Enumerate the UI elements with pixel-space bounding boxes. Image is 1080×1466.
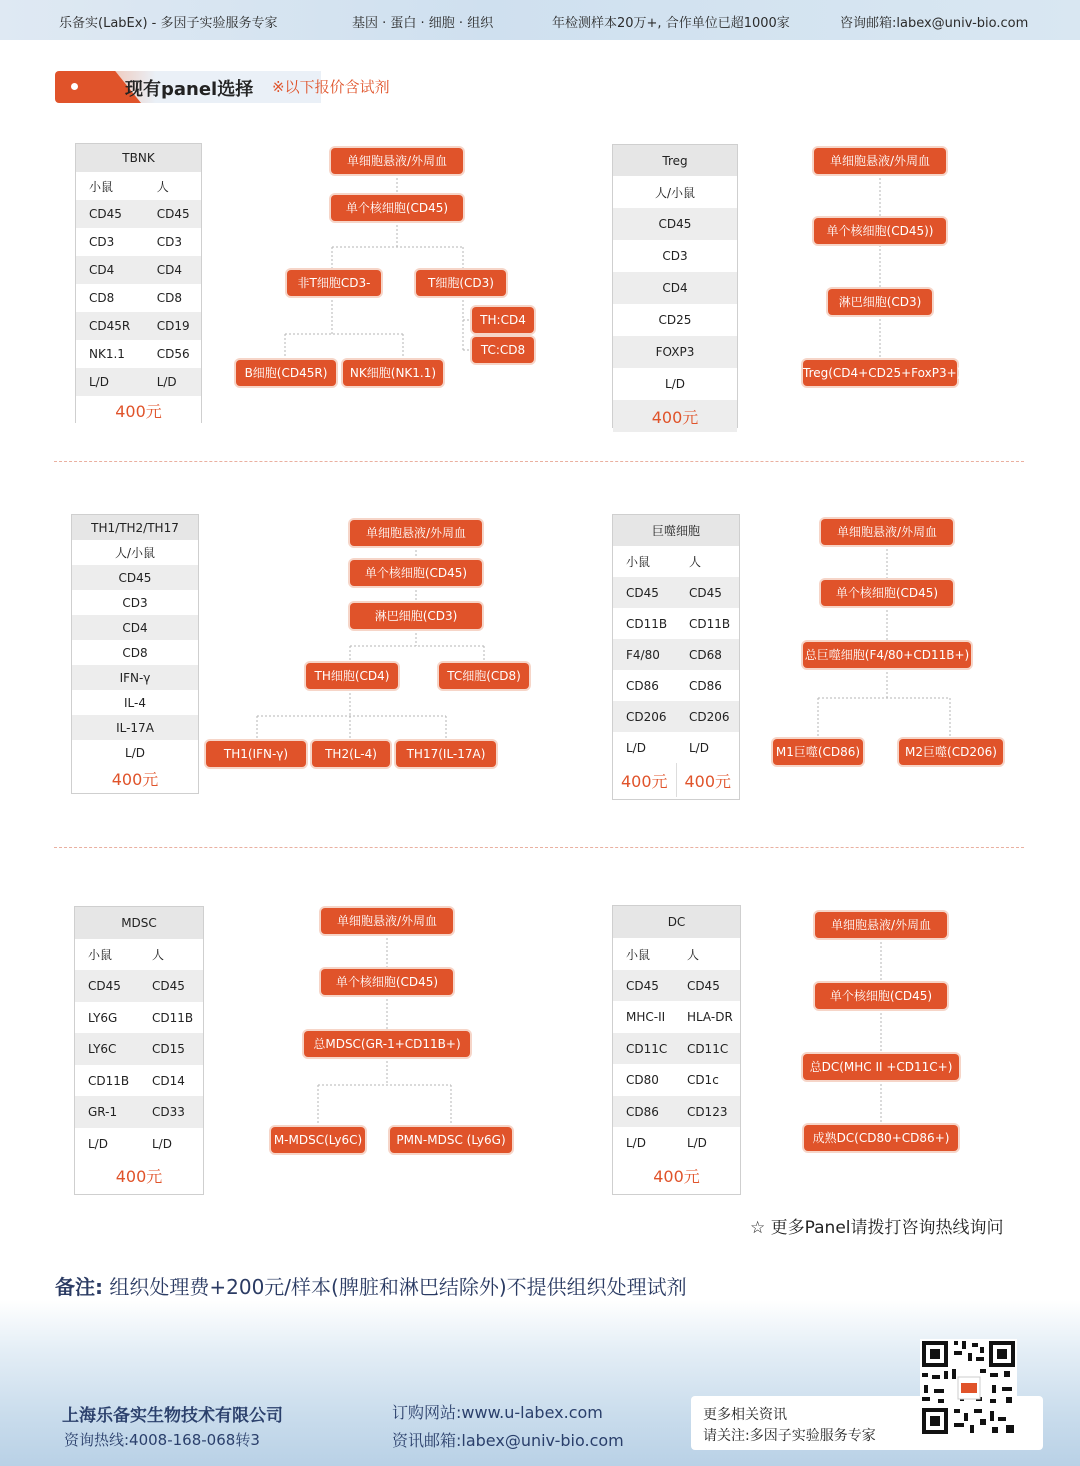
table-cell: FOXP3 bbox=[613, 336, 737, 368]
company-name: 上海乐备实生物技术有限公司 bbox=[62, 1406, 283, 1426]
section-note: ※以下报价含试剂 bbox=[272, 78, 390, 96]
table-cell: CD3 bbox=[144, 228, 201, 256]
table-cell: CD11B bbox=[75, 1065, 139, 1096]
table-cell: CD11B bbox=[676, 608, 739, 639]
service-categories: 基因 · 蛋白 · 细胞 · 组织 bbox=[352, 16, 494, 31]
flow-node-single-cell: 单细胞悬液/外周血 bbox=[331, 148, 463, 174]
section-divider bbox=[54, 461, 1024, 462]
flow-node-single-cell: 单细胞悬液/外周血 bbox=[815, 912, 947, 938]
table-cell: LY6C bbox=[75, 1033, 139, 1065]
table-cell: CD45R bbox=[76, 312, 144, 340]
table-cell: CD1c bbox=[674, 1064, 740, 1096]
table-cell: IFN-γ bbox=[72, 665, 198, 690]
section-title: 现有panel选择 bbox=[125, 79, 254, 100]
flow-node-pbmc: 单个核细胞(CD45) bbox=[821, 580, 953, 606]
species-mouse: 小鼠 bbox=[613, 938, 674, 970]
species-human: 人 bbox=[674, 938, 740, 970]
flow-node-treg: Treg(CD4+CD25+FoxP3+) bbox=[803, 360, 957, 386]
table-cell: CD14 bbox=[139, 1065, 203, 1096]
flow-node-single-cell: 单细胞悬液/外周血 bbox=[814, 148, 946, 174]
table-cell: IL-17A bbox=[72, 715, 198, 740]
flow-node-total-dc: 总DC(MHC II +CD11C+) bbox=[803, 1054, 959, 1080]
flow-node-m1: M1巨噬(CD86) bbox=[773, 739, 863, 765]
table-header: Treg bbox=[613, 145, 737, 176]
panel-table-dc bbox=[612, 905, 741, 1195]
info-email: 资讯邮箱:labex@univ-bio.com bbox=[392, 1431, 624, 1450]
price-label: 400元 bbox=[613, 763, 676, 797]
table-cell: L/D bbox=[613, 1127, 674, 1159]
table-cell: CD80 bbox=[613, 1064, 674, 1096]
remark-label: 备注: bbox=[55, 1275, 103, 1299]
flow-node-lymphocyte: 淋巴细胞(CD3) bbox=[828, 289, 932, 315]
table-cell: CD206 bbox=[676, 701, 739, 732]
flow-node-mature-dc: 成熟DC(CD80+CD86+) bbox=[804, 1125, 958, 1151]
flow-node-pbmc: 单个核细胞(CD45) bbox=[321, 969, 453, 995]
table-cell: MHC-II bbox=[613, 1001, 674, 1033]
flow-node-pbmc: 单个核细胞(CD45) bbox=[350, 560, 482, 586]
table-cell: L/D bbox=[72, 740, 198, 765]
price-label: 400元 bbox=[676, 763, 739, 797]
flow-node-t-cell: T细胞(CD3) bbox=[416, 270, 506, 296]
table-cell: CD45 bbox=[139, 970, 203, 1002]
species-mouse: 小鼠 bbox=[613, 546, 676, 577]
panel-table-treg bbox=[612, 144, 738, 428]
table-cell: CD86 bbox=[613, 670, 676, 701]
table-cell: F4/80 bbox=[613, 639, 676, 670]
table-cell: LY6G bbox=[75, 1002, 139, 1033]
contact-email: 咨询邮箱:labex@univ-bio.com bbox=[840, 16, 1029, 31]
table-cell: CD86 bbox=[613, 1096, 674, 1127]
section-divider bbox=[54, 847, 1024, 848]
table-cell: CD206 bbox=[613, 701, 676, 732]
flow-node-pmn-mdsc: PMN-MDSC (Ly6G) bbox=[390, 1127, 512, 1153]
flow-node-pbmc: 单个核细胞(CD45)) bbox=[814, 218, 946, 244]
flow-node-single-cell: 单细胞悬液/外周血 bbox=[821, 519, 953, 545]
table-cell: CD4 bbox=[76, 256, 144, 284]
flow-node-pbmc: 单个核细胞(CD45) bbox=[815, 983, 947, 1009]
table-cell: CD68 bbox=[676, 639, 739, 670]
flow-node-lymphocyte: 淋巴细胞(CD3) bbox=[350, 603, 482, 629]
table-cell: CD45 bbox=[144, 200, 201, 228]
table-cell: L/D bbox=[613, 732, 676, 763]
flow-node-th: TH:CD4 bbox=[472, 307, 534, 333]
table-header: TBNK bbox=[76, 144, 201, 172]
table-cell: CD33 bbox=[139, 1096, 203, 1128]
table-cell: CD45 bbox=[613, 577, 676, 608]
species-label: 人/小鼠 bbox=[72, 540, 198, 565]
hotline: 资询热线:4008-168-068转3 bbox=[64, 1431, 260, 1449]
table-header: DC bbox=[613, 906, 740, 938]
table-cell: IL-4 bbox=[72, 690, 198, 715]
follow-line1: 更多相关资讯 bbox=[703, 1407, 787, 1423]
top-banner bbox=[0, 0, 1080, 40]
more-panels-note: ☆ 更多Panel请拨打咨询热线询问 bbox=[750, 1218, 1004, 1238]
table-cell: CD45 bbox=[75, 970, 139, 1002]
panel-table-mdsc bbox=[74, 906, 204, 1195]
table-cell: HLA-DR bbox=[674, 1001, 740, 1033]
qr-code-icon[interactable] bbox=[920, 1339, 1017, 1436]
species-human: 人 bbox=[139, 939, 203, 970]
table-cell: CD8 bbox=[72, 640, 198, 665]
table-cell: CD3 bbox=[76, 228, 144, 256]
flow-node-single-cell: 单细胞悬液/外周血 bbox=[321, 908, 453, 934]
flow-node-th17: TH17(IL-17A) bbox=[396, 741, 496, 767]
flow-node-single-cell: 单细胞悬液/外周血 bbox=[350, 520, 482, 546]
remark-line bbox=[55, 1271, 687, 1300]
table-cell: CD19 bbox=[144, 312, 201, 340]
table-cell: CD4 bbox=[144, 256, 201, 284]
table-cell: CD123 bbox=[674, 1096, 740, 1127]
table-cell: CD25 bbox=[613, 304, 737, 336]
table-cell: L/D bbox=[613, 368, 737, 400]
price-label: 400元 bbox=[76, 396, 201, 424]
table-cell: CD11B bbox=[613, 608, 676, 639]
species-human: 人 bbox=[144, 172, 201, 200]
flow-node-total-macrophage: 总巨噬细胞(F4/80+CD11B+) bbox=[803, 642, 971, 668]
table-cell: CD3 bbox=[613, 240, 737, 272]
table-cell: CD15 bbox=[139, 1033, 203, 1065]
brand-tagline: 乐备实(LabEx) - 多因子实验服务专家 bbox=[59, 16, 278, 31]
flow-node-nk-cell: NK细胞(NK1.1) bbox=[343, 360, 443, 386]
table-cell: CD45 bbox=[613, 970, 674, 1001]
flow-node-pbmc: 单个核细胞(CD45) bbox=[331, 195, 463, 221]
table-header: TH1/TH2/TH17 bbox=[72, 515, 198, 540]
price-label: 400元 bbox=[613, 400, 737, 432]
flow-node-tc-cell: TC细胞(CD8) bbox=[439, 663, 529, 689]
price-label: 400元 bbox=[75, 1159, 203, 1192]
table-cell: L/D bbox=[676, 732, 739, 763]
table-cell: CD11C bbox=[674, 1033, 740, 1064]
order-website: 订购网站:www.u-labex.com bbox=[392, 1403, 603, 1422]
panel-table-th bbox=[71, 514, 199, 794]
table-cell: CD56 bbox=[144, 340, 201, 368]
species-label: 人/小鼠 bbox=[613, 176, 737, 208]
table-cell: CD86 bbox=[676, 670, 739, 701]
flow-node-th2: TH2(L-4) bbox=[312, 741, 390, 767]
species-mouse: 小鼠 bbox=[75, 939, 139, 970]
remark-text: 组织处理费+200元/样本(脾脏和淋巴结除外)不提供组织处理试剂 bbox=[103, 1275, 687, 1299]
table-cell: CD45 bbox=[72, 565, 198, 590]
table-cell: CD11C bbox=[613, 1033, 674, 1064]
flow-node-th-cell: TH细胞(CD4) bbox=[306, 663, 398, 689]
flow-node-m2: M2巨噬(CD206) bbox=[899, 739, 1003, 765]
table-cell: CD45 bbox=[613, 208, 737, 240]
footer bbox=[0, 1300, 1080, 1466]
flow-node-tc: TC:CD8 bbox=[472, 337, 534, 363]
flow-node-th1: TH1(IFN-γ) bbox=[206, 741, 306, 767]
table-cell: CD11B bbox=[139, 1002, 203, 1033]
flow-node-non-t: 非T细胞CD3- bbox=[287, 270, 381, 296]
species-human: 人 bbox=[676, 546, 739, 577]
table-cell: CD4 bbox=[613, 272, 737, 304]
table-header: MDSC bbox=[75, 907, 203, 939]
species-mouse: 小鼠 bbox=[76, 172, 144, 200]
table-cell: L/D bbox=[76, 368, 144, 396]
table-cell: CD3 bbox=[72, 590, 198, 615]
table-cell: L/D bbox=[75, 1128, 139, 1159]
table-cell: GR-1 bbox=[75, 1096, 139, 1128]
panel-table-tbnk bbox=[75, 143, 202, 423]
table-cell: L/D bbox=[139, 1128, 203, 1159]
table-cell: CD45 bbox=[676, 577, 739, 608]
price-label: 400元 bbox=[72, 765, 198, 792]
flow-node-b-cell: B细胞(CD45R) bbox=[236, 360, 336, 386]
table-cell: L/D bbox=[674, 1127, 740, 1159]
table-cell: CD45 bbox=[76, 200, 144, 228]
table-cell: L/D bbox=[144, 368, 201, 396]
table-cell: CD4 bbox=[72, 615, 198, 640]
table-cell: CD8 bbox=[76, 284, 144, 312]
flow-node-m-mdsc: M-MDSC(Ly6C) bbox=[271, 1127, 365, 1153]
table-cell: CD8 bbox=[144, 284, 201, 312]
table-header: 巨噬细胞 bbox=[613, 515, 739, 546]
bullet-dot-icon bbox=[71, 83, 78, 90]
flow-node-total-mdsc: 总MDSC(GR-1+CD11B+) bbox=[304, 1031, 470, 1057]
table-cell: CD45 bbox=[674, 970, 740, 1001]
table-cell: NK1.1 bbox=[76, 340, 144, 368]
stats-text: 年检测样本20万+, 合作单位已超1000家 bbox=[552, 16, 790, 31]
follow-line2: 请关注:多因子实验服务专家 bbox=[703, 1428, 876, 1444]
panel-table-macrophage bbox=[612, 514, 740, 800]
price-label: 400元 bbox=[613, 1159, 740, 1192]
